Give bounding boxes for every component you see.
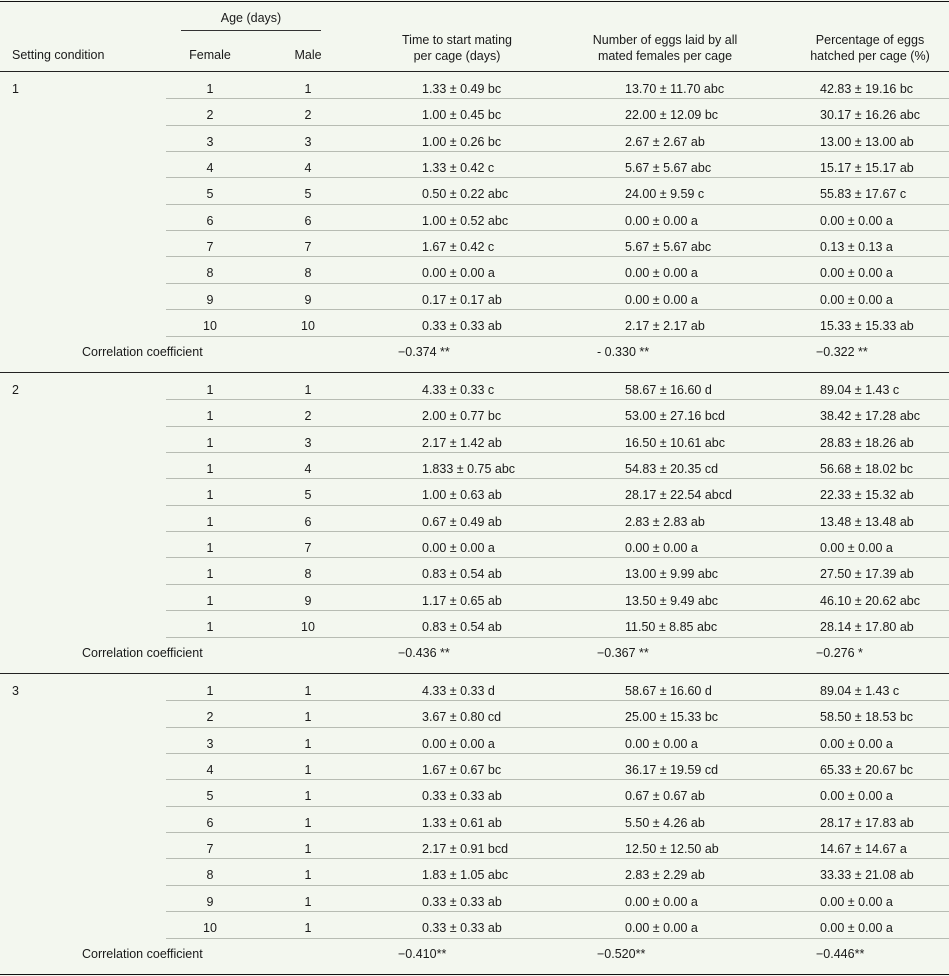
table-top-rule (0, 1, 949, 2)
hatch-cell: 22.33 ± 15.32 ab (820, 488, 914, 503)
eggs-header-line1: Number of eggs laid by all (592, 33, 738, 47)
row-divider (166, 177, 949, 178)
age-group-rule (181, 30, 321, 31)
female-age-cell: 2 (206, 710, 214, 725)
female-age-cell: 1 (206, 462, 214, 477)
female-age-cell: 3 (206, 134, 214, 149)
eggs-cell: 0.00 ± 0.00 a (625, 921, 698, 936)
female-age-cell: 1 (206, 514, 214, 529)
row-divider (166, 452, 949, 453)
correlation-hatch: −0.276 * (816, 645, 863, 660)
time-cell: 4.33 ± 0.33 d (422, 684, 495, 698)
eggs-cell: 0.00 ± 0.00 a (625, 266, 698, 281)
male-age-cell: 6 (304, 213, 312, 228)
time-cell: 1.83 ± 1.05 abc (422, 868, 509, 883)
correlation-hatch: −0.446** (816, 946, 865, 961)
hatch-cell: 0.00 ± 0.00 a (820, 213, 893, 228)
eggs-cell: 0.00 ± 0.00 a (625, 213, 698, 228)
hatch-cell: 0.13 ± 0.13 a (820, 240, 893, 255)
female-age-cell: 7 (206, 842, 214, 857)
female-age-cell: 1 (206, 593, 214, 608)
male-age-cell: 1 (304, 894, 312, 909)
hatch-cell: 0.00 ± 0.00 a (820, 921, 893, 936)
row-divider (166, 938, 949, 939)
male-age-cell: 1 (304, 763, 312, 778)
eggs-cell: 12.50 ± 12.50 ab (625, 842, 719, 857)
eggs-cell: 58.67 ± 16.60 d (625, 383, 712, 397)
hatch-cell: 15.33 ± 15.33 ab (820, 319, 914, 334)
row-divider (166, 806, 949, 807)
hatch-cell: 0.00 ± 0.00 a (820, 266, 893, 281)
row-divider (166, 478, 949, 479)
hatch-cell: 15.17 ± 15.17 ab (820, 161, 914, 176)
eggs-cell: 53.00 ± 27.16 bcd (625, 409, 725, 424)
hatch-cell: 13.48 ± 13.48 ab (820, 514, 914, 529)
female-age-cell: 1 (206, 684, 214, 698)
hatch-cell: 14.67 ± 14.67 a (820, 842, 907, 857)
male-age-cell: 8 (304, 567, 312, 582)
female-age-cell: 4 (206, 161, 214, 176)
male-age-cell: 10 (301, 319, 315, 334)
eggs-cell: 28.17 ± 22.54 abcd (625, 488, 732, 503)
time-cell: 0.00 ± 0.00 a (422, 736, 495, 751)
eggs-cell: 0.00 ± 0.00 a (625, 541, 698, 556)
male-age-cell: 3 (304, 134, 312, 149)
female-age-cell: 1 (206, 620, 214, 635)
male-age-cell: 5 (304, 488, 312, 503)
time-cell: 2.17 ± 0.91 bcd (422, 842, 509, 857)
hatch-cell: 58.50 ± 18.53 bc (820, 710, 914, 725)
female-age-cell: 2 (206, 108, 214, 123)
time-cell: 1.00 ± 0.63 ab (422, 488, 502, 503)
eggs-header (555, 32, 775, 64)
eggs-cell: 22.00 ± 12.09 bc (625, 108, 719, 123)
hatch-cell: 55.83 ± 17.67 c (820, 187, 907, 202)
eggs-cell: 16.50 ± 10.61 abc (625, 435, 725, 450)
time-cell: 2.00 ± 0.77 bc (422, 409, 502, 424)
row-divider (166, 505, 949, 506)
hatch-cell: 0.00 ± 0.00 a (820, 541, 893, 556)
correlation-time: −0.436 ** (398, 645, 450, 660)
time-cell: 0.33 ± 0.33 ab (422, 789, 502, 804)
time-cell: 0.33 ± 0.33 ab (422, 921, 502, 936)
eggs-cell: 36.17 ± 19.59 cd (625, 763, 719, 778)
time-cell: 4.33 ± 0.33 c (422, 383, 495, 397)
female-age-cell: 5 (206, 187, 214, 202)
hatch-cell: 65.33 ± 20.67 bc (820, 763, 914, 778)
setting-condition-value: 2 (12, 383, 19, 397)
time-header-line2: per cage (days) (413, 49, 501, 63)
hatch-cell: 89.04 ± 1.43 c (820, 383, 900, 397)
female-age-cell: 8 (206, 868, 214, 883)
male-age-cell: 1 (304, 842, 312, 857)
correlation-eggs: −0.367 ** (597, 645, 649, 660)
row-divider (166, 727, 949, 728)
time-cell: 1.17 ± 0.65 ab (422, 593, 502, 608)
male-age-cell: 9 (304, 292, 312, 307)
eggs-cell: 2.17 ± 2.17 ab (625, 319, 705, 334)
hatch-cell: 0.00 ± 0.00 a (820, 736, 893, 751)
eggs-cell: 11.50 ± 8.85 abc (625, 620, 718, 635)
time-cell: 0.33 ± 0.33 ab (422, 894, 502, 909)
female-age-cell: 5 (206, 789, 214, 804)
hatch-cell: 0.00 ± 0.00 a (820, 292, 893, 307)
eggs-cell: 13.70 ± 11.70 abc (625, 82, 725, 96)
eggs-cell: 13.50 ± 9.49 abc (625, 593, 719, 608)
time-cell: 1.67 ± 0.67 bc (422, 763, 502, 778)
eggs-cell: 0.67 ± 0.67 ab (625, 789, 705, 804)
row-divider (166, 700, 949, 701)
setting-condition-header: Setting condition (12, 48, 105, 62)
correlation-hatch: −0.322 ** (816, 344, 868, 359)
eggs-cell: 54.83 ± 20.35 cd (625, 462, 719, 477)
female-age-cell: 6 (206, 213, 214, 228)
hatch-cell: 46.10 ± 20.62 abc (820, 593, 920, 608)
male-age-cell: 2 (304, 108, 312, 123)
row-divider (166, 779, 949, 780)
time-cell: 1.00 ± 0.26 bc (422, 134, 502, 149)
correlation-label: Correlation coefficient (82, 645, 203, 660)
hatch-cell: 13.00 ± 13.00 ab (820, 134, 914, 149)
eggs-cell: 5.67 ± 5.67 abc (625, 161, 712, 176)
time-cell: 3.67 ± 0.80 cd (422, 710, 502, 725)
male-age-cell: 1 (304, 710, 312, 725)
eggs-cell: 0.00 ± 0.00 a (625, 736, 698, 751)
row-divider (166, 426, 949, 427)
female-age-cell: 1 (206, 488, 214, 503)
female-age-cell: 1 (206, 82, 214, 96)
eggs-cell: 0.00 ± 0.00 a (625, 894, 698, 909)
eggs-cell: 2.67 ± 2.67 ab (625, 134, 705, 149)
row-divider (166, 584, 949, 585)
male-age-cell: 1 (304, 684, 312, 698)
row-divider (166, 283, 949, 284)
hatch-header-line2: hatched per cage (%) (810, 49, 930, 63)
time-cell: 0.00 ± 0.00 a (422, 266, 495, 281)
time-cell: 1.33 ± 0.61 ab (422, 815, 502, 830)
female-age-cell: 1 (206, 383, 214, 397)
male-header: Male (294, 48, 322, 62)
time-cell: 2.17 ± 1.42 ab (422, 435, 502, 450)
row-divider (166, 911, 949, 912)
female-age-cell: 3 (206, 736, 214, 751)
hatch-cell: 33.33 ± 21.08 ab (820, 868, 914, 883)
row-divider (166, 204, 949, 205)
row-divider (166, 858, 949, 859)
eggs-header-line2: mated females per cage (597, 49, 733, 63)
male-age-cell: 1 (304, 736, 312, 751)
female-age-cell: 1 (206, 541, 214, 556)
hatch-cell: 89.04 ± 1.43 c (820, 684, 900, 698)
row-divider (166, 309, 949, 310)
eggs-cell: 5.67 ± 5.67 abc (625, 240, 712, 255)
eggs-cell: 0.00 ± 0.00 a (625, 292, 698, 307)
male-age-cell: 1 (304, 383, 312, 397)
time-cell: 0.17 ± 0.17 ab (422, 292, 502, 307)
female-age-cell: 10 (203, 319, 217, 334)
male-age-cell: 8 (304, 266, 312, 281)
time-cell: 1.833 ± 0.75 abc (422, 462, 516, 477)
time-cell: 0.00 ± 0.00 a (422, 541, 495, 556)
row-divider (166, 399, 949, 400)
female-age-cell: 9 (206, 292, 214, 307)
hatch-header (770, 32, 949, 64)
eggs-cell: 25.00 ± 15.33 bc (625, 710, 719, 725)
female-age-cell: 7 (206, 240, 214, 255)
section-bottom-rule (0, 974, 949, 975)
row-divider (166, 256, 949, 257)
hatch-cell: 28.83 ± 18.26 ab (820, 435, 914, 450)
setting-condition-value: 3 (12, 684, 19, 698)
female-age-cell: 1 (206, 567, 214, 582)
hatch-cell: 27.50 ± 17.39 ab (820, 567, 914, 582)
female-age-cell: 8 (206, 266, 214, 281)
time-cell: 0.50 ± 0.22 abc (422, 187, 509, 202)
male-age-cell: 9 (304, 593, 312, 608)
male-age-cell: 1 (304, 868, 312, 883)
row-divider (166, 151, 949, 152)
male-age-cell: 1 (304, 789, 312, 804)
female-age-cell: 6 (206, 815, 214, 830)
hatch-header-line1: Percentage of eggs (815, 33, 925, 47)
female-age-cell: 1 (206, 435, 214, 450)
row-divider (166, 885, 949, 886)
hatch-cell: 0.00 ± 0.00 a (820, 789, 893, 804)
time-cell: 1.00 ± 0.45 bc (422, 108, 502, 123)
time-cell: 0.83 ± 0.54 ab (422, 567, 502, 582)
eggs-cell: 2.83 ± 2.29 ab (625, 868, 705, 883)
male-age-cell: 2 (304, 409, 312, 424)
time-cell: 0.33 ± 0.33 ab (422, 319, 502, 334)
eggs-cell: 2.83 ± 2.83 ab (625, 514, 705, 529)
row-divider (166, 125, 949, 126)
female-age-cell: 4 (206, 763, 214, 778)
correlation-label: Correlation coefficient (82, 946, 203, 961)
header-bottom-rule (0, 71, 949, 72)
female-header: Female (189, 48, 231, 62)
time-cell: 1.33 ± 0.49 bc (422, 82, 502, 96)
row-divider (166, 637, 949, 638)
age-group-header: Age (days) (220, 11, 282, 25)
hatch-cell: 0.00 ± 0.00 a (820, 894, 893, 909)
hatch-cell: 38.42 ± 17.28 abc (820, 409, 920, 424)
male-age-cell: 7 (304, 541, 312, 556)
correlation-label: Correlation coefficient (82, 344, 203, 359)
female-age-cell: 1 (206, 409, 214, 424)
correlation-eggs: −0.520** (597, 946, 646, 961)
row-divider (166, 557, 949, 558)
male-age-cell: 3 (304, 435, 312, 450)
row-divider (166, 336, 949, 337)
time-cell: 1.33 ± 0.42 c (422, 161, 495, 176)
time-header (357, 32, 557, 64)
row-divider (166, 753, 949, 754)
time-cell: 1.67 ± 0.42 c (422, 240, 495, 255)
section-bottom-rule (0, 673, 949, 674)
hatch-cell: 30.17 ± 16.26 abc (820, 108, 920, 123)
male-age-cell: 5 (304, 187, 312, 202)
correlation-eggs: - 0.330 ** (597, 344, 650, 359)
male-age-cell: 10 (301, 620, 315, 635)
female-age-cell: 9 (206, 894, 214, 909)
male-age-cell: 1 (304, 82, 312, 96)
male-age-cell: 7 (304, 240, 312, 255)
female-age-cell: 10 (203, 921, 217, 936)
male-age-cell: 1 (304, 815, 312, 830)
eggs-cell: 5.50 ± 4.26 ab (625, 815, 705, 830)
male-age-cell: 6 (304, 514, 312, 529)
row-divider (166, 610, 949, 611)
eggs-cell: 13.00 ± 9.99 abc (625, 567, 719, 582)
hatch-cell: 28.14 ± 17.80 ab (820, 620, 914, 635)
row-divider (166, 531, 949, 532)
male-age-cell: 4 (304, 462, 312, 477)
time-header-line1: Time to start mating (402, 33, 512, 47)
hatch-cell: 56.68 ± 18.02 bc (820, 462, 914, 477)
row-divider (166, 98, 949, 99)
correlation-time: −0.410** (398, 946, 447, 961)
male-age-cell: 4 (304, 161, 312, 176)
eggs-cell: 58.67 ± 16.60 d (625, 684, 712, 698)
time-cell: 0.67 ± 0.49 ab (422, 514, 502, 529)
correlation-time: −0.374 ** (398, 344, 450, 359)
eggs-cell: 24.00 ± 9.59 c (625, 187, 705, 202)
male-age-cell: 1 (304, 921, 312, 936)
hatch-cell: 42.83 ± 19.16 bc (820, 82, 914, 96)
hatch-cell: 28.17 ± 17.83 ab (820, 815, 914, 830)
time-cell: 0.83 ± 0.54 ab (422, 620, 502, 635)
row-divider (166, 230, 949, 231)
row-divider (166, 832, 949, 833)
time-cell: 1.00 ± 0.52 abc (422, 213, 509, 228)
section-bottom-rule (0, 372, 949, 373)
setting-condition-value: 1 (12, 82, 19, 96)
